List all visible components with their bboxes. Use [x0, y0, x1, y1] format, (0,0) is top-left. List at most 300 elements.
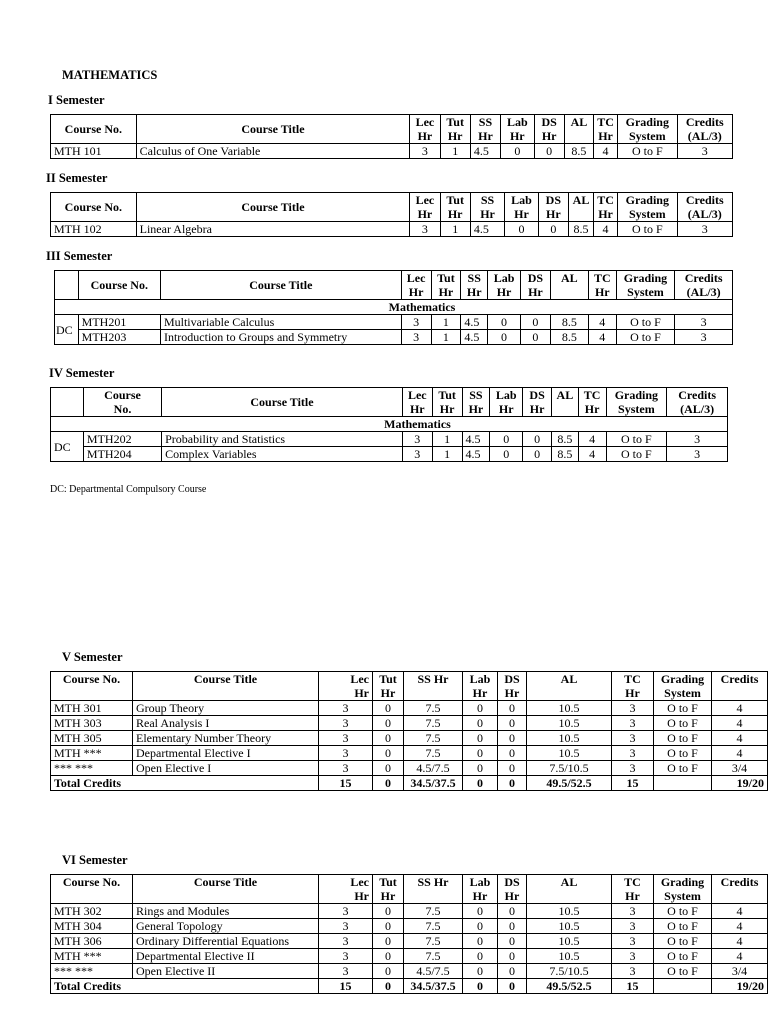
col-tc: TC Hr [594, 115, 618, 144]
course-no: MTH 303 [51, 716, 133, 731]
total-tc: 15 [612, 776, 654, 791]
col-al: AL [568, 193, 593, 222]
ss-hr: 7.5 [404, 731, 463, 746]
col-ds: DS Hr [538, 193, 568, 222]
table-row [51, 761, 768, 776]
al: 10.5 [527, 919, 612, 934]
total-al: 49.5/52.5 [527, 979, 612, 994]
table-row [51, 447, 728, 462]
total-grading [654, 979, 712, 994]
col-credits: Credits (AL/3) [677, 115, 732, 144]
tut-hr: 0 [373, 746, 404, 761]
tc-hr: 3 [612, 919, 654, 934]
sem5-table [50, 671, 768, 791]
ss-hr: 7.5 [404, 934, 463, 949]
table-row [51, 144, 733, 159]
tut-hr: 1 [432, 447, 462, 462]
credits: 3 [677, 222, 732, 237]
al: 8.5 [564, 144, 593, 159]
col-grading: Grading System [616, 271, 675, 300]
col-tut: Tut Hr [431, 271, 461, 300]
tc-hr: 4 [588, 330, 616, 345]
course-no: MTH 301 [51, 701, 133, 716]
course-no: MTH 304 [51, 919, 133, 934]
grading: O to F [616, 315, 675, 330]
grading: O to F [654, 964, 712, 979]
credits: 3 [667, 447, 728, 462]
ds-hr: 0 [498, 904, 527, 919]
course-no: MTH201 [78, 315, 160, 330]
ds-hr: 0 [498, 731, 527, 746]
grading: O to F [654, 761, 712, 776]
col-grading: Grading System [618, 193, 678, 222]
credits: 4 [712, 904, 768, 919]
table-row [51, 904, 768, 919]
course-title: Group Theory [133, 701, 319, 716]
course-no: MTH 101 [51, 144, 137, 159]
total-credits: 19/20 [712, 776, 768, 791]
course-no: MTH 305 [51, 731, 133, 746]
total-credits: 19/20 [712, 979, 768, 994]
total-row [51, 979, 768, 994]
course-no: *** *** [51, 964, 133, 979]
course-title: General Topology [133, 919, 319, 934]
col-lab: Lab Hr [505, 193, 538, 222]
al: 10.5 [527, 746, 612, 761]
lab-hr: 0 [463, 964, 498, 979]
col-tut: Tut Hr [373, 875, 404, 904]
course-title: Open Elective I [133, 761, 319, 776]
tut-hr: 0 [373, 731, 404, 746]
ds-hr: 0 [523, 432, 552, 447]
credits: 4 [712, 919, 768, 934]
al: 8.5 [550, 330, 588, 345]
col-tc: TC Hr [588, 271, 616, 300]
col-tut: Tut Hr [440, 193, 470, 222]
table-row [51, 716, 768, 731]
lab-hr: 0 [488, 330, 521, 345]
ss-hr: 4.5 [470, 222, 504, 237]
col-lab: Lab Hr [463, 672, 498, 701]
lec-hr: 3 [319, 701, 373, 716]
total-ss: 34.5/37.5 [404, 776, 463, 791]
col-ds: DS Hr [534, 115, 564, 144]
grading: O to F [654, 934, 712, 949]
lab-hr: 0 [463, 949, 498, 964]
lab-hr: 0 [463, 919, 498, 934]
sem2-table [50, 192, 733, 237]
ds-hr: 0 [498, 964, 527, 979]
col-lec: Lec Hr [410, 115, 440, 144]
tc-hr: 3 [612, 701, 654, 716]
lab-hr: 0 [488, 315, 521, 330]
credits: 3 [675, 330, 733, 345]
credits: 3 [667, 432, 728, 447]
sem4-heading: IV Semester [49, 366, 115, 380]
col-lab: Lab Hr [463, 875, 498, 904]
col-tc: TC Hr [578, 388, 606, 417]
col-lec: Lec Hr [319, 875, 373, 904]
course-no: MTH203 [78, 330, 160, 345]
al: 8.5 [550, 315, 588, 330]
al: 8.5 [552, 432, 579, 447]
grading: O to F [654, 716, 712, 731]
tut-hr: 1 [432, 432, 462, 447]
tc-hr: 4 [588, 315, 616, 330]
col-credits: Credits [712, 672, 768, 701]
col-lab: Lab Hr [501, 115, 534, 144]
sem6-header-row [51, 875, 768, 904]
lec-hr: 3 [319, 919, 373, 934]
ds-hr: 0 [498, 949, 527, 964]
col-ss: SS Hr [462, 388, 490, 417]
ds-hr: 0 [498, 746, 527, 761]
lab-hr: 0 [463, 701, 498, 716]
col-grading: Grading System [654, 875, 712, 904]
al: 10.5 [527, 731, 612, 746]
dc-footnote: DC: Departmental Compulsory Course [50, 484, 207, 495]
lec-hr: 3 [319, 761, 373, 776]
col-lec: Lec Hr [402, 388, 432, 417]
dc-label: DC [55, 315, 79, 345]
lab-hr: 0 [490, 432, 523, 447]
credits: 3/4 [712, 964, 768, 979]
grading: O to F [654, 949, 712, 964]
col-tc: TC Hr [612, 875, 654, 904]
course-no: MTH 102 [51, 222, 137, 237]
sem6-table [50, 874, 768, 994]
lec-hr: 3 [319, 934, 373, 949]
ds-hr: 0 [498, 919, 527, 934]
al: 10.5 [527, 904, 612, 919]
grading: O to F [606, 447, 667, 462]
lec-hr: 3 [410, 144, 440, 159]
col-ss: SS Hr [404, 672, 463, 701]
col-course-title: Course Title [162, 388, 403, 417]
tut-hr: 0 [373, 761, 404, 776]
grading: O to F [654, 904, 712, 919]
ds-hr: 0 [538, 222, 568, 237]
col-course-title: Course Title [136, 115, 410, 144]
credits: 3 [677, 144, 732, 159]
group-row [55, 300, 733, 315]
tut-hr: 1 [431, 315, 461, 330]
total-lec: 15 [319, 776, 373, 791]
total-tut: 0 [373, 979, 404, 994]
tc-hr: 3 [612, 964, 654, 979]
col-lec: Lec Hr [410, 193, 440, 222]
table-row [51, 934, 768, 949]
course-title: Linear Algebra [136, 222, 410, 237]
course-title: Elementary Number Theory [133, 731, 319, 746]
col-credits: Credits [712, 875, 768, 904]
lab-hr: 0 [463, 716, 498, 731]
table-row [51, 432, 728, 447]
ss-hr: 7.5 [404, 919, 463, 934]
col-al: AL [552, 388, 579, 417]
total-lab: 0 [463, 979, 498, 994]
col-course-title: Course Title [133, 672, 319, 701]
table-row [51, 919, 768, 934]
col-al: AL [527, 875, 612, 904]
course-title: Departmental Elective I [133, 746, 319, 761]
col-course-no: Course No. [51, 875, 133, 904]
grading: O to F [654, 701, 712, 716]
lec-hr: 3 [319, 731, 373, 746]
page-title: MATHEMATICS [62, 68, 158, 82]
col-course-no: Course No. [78, 271, 160, 300]
tc-hr: 3 [612, 716, 654, 731]
sem5-header-row [51, 672, 768, 701]
table-row [55, 315, 733, 330]
total-ds: 0 [498, 979, 527, 994]
lec-hr: 3 [319, 949, 373, 964]
sem4-header-row [51, 388, 728, 417]
grading: O to F [606, 432, 667, 447]
credits: 4 [712, 731, 768, 746]
col-tc: TC Hr [612, 672, 654, 701]
col-lec: Lec Hr [319, 672, 373, 701]
course-title: Departmental Elective II [133, 949, 319, 964]
total-lec: 15 [319, 979, 373, 994]
ss-hr: 7.5 [404, 716, 463, 731]
course-title: Open Elective II [133, 964, 319, 979]
tut-hr: 0 [373, 904, 404, 919]
grading: O to F [654, 731, 712, 746]
lec-hr: 3 [319, 904, 373, 919]
al: 8.5 [552, 447, 579, 462]
course-no: MTH202 [83, 432, 161, 447]
ss-hr: 4.5 [461, 330, 488, 345]
tc-hr: 3 [612, 731, 654, 746]
total-lab: 0 [463, 776, 498, 791]
credits: 4 [712, 716, 768, 731]
col-al: AL [527, 672, 612, 701]
al: 8.5 [568, 222, 593, 237]
tut-hr: 0 [373, 934, 404, 949]
ss-hr: 7.5 [404, 949, 463, 964]
sem6-heading: VI Semester [62, 853, 128, 867]
col-ss: SS Hr [404, 875, 463, 904]
tc-hr: 4 [578, 432, 606, 447]
lab-hr: 0 [501, 144, 534, 159]
tc-hr: 4 [594, 144, 618, 159]
col-lab: Lab Hr [490, 388, 523, 417]
lec-hr: 3 [402, 447, 432, 462]
col-credits: Credits (AL/3) [675, 271, 733, 300]
sem5-heading: V Semester [62, 650, 123, 664]
al: 7.5/10.5 [527, 964, 612, 979]
credits: 3 [675, 315, 733, 330]
total-ds: 0 [498, 776, 527, 791]
sem3-table [54, 270, 733, 345]
col-ds: DS Hr [523, 388, 552, 417]
ss-hr: 4.5 [470, 144, 500, 159]
al: 7.5/10.5 [527, 761, 612, 776]
course-title: Rings and Modules [133, 904, 319, 919]
tut-hr: 1 [440, 222, 470, 237]
sem1-heading: I Semester [48, 93, 105, 107]
al: 10.5 [527, 701, 612, 716]
course-no: MTH *** [51, 949, 133, 964]
credits: 4 [712, 746, 768, 761]
col-course-title: Course Title [136, 193, 410, 222]
group-label: Mathematics [55, 300, 733, 315]
ds-hr: 0 [521, 315, 551, 330]
grading: O to F [654, 919, 712, 934]
sem2-heading: II Semester [46, 171, 108, 185]
credits: 4 [712, 701, 768, 716]
table-row [51, 949, 768, 964]
sem1-table [50, 114, 733, 159]
course-title: Probability and Statistics [162, 432, 403, 447]
table-row [51, 222, 733, 237]
lec-hr: 3 [401, 315, 431, 330]
ss-hr: 4.5 [462, 447, 490, 462]
lab-hr: 0 [463, 731, 498, 746]
total-al: 49.5/52.5 [527, 776, 612, 791]
col-tc: TC Hr [594, 193, 618, 222]
course-title: Introduction to Groups and Symmetry [160, 330, 401, 345]
col-ss: SS Hr [470, 193, 504, 222]
col-ds: DS Hr [498, 875, 527, 904]
total-row [51, 776, 768, 791]
col-grading: Grading System [606, 388, 667, 417]
grading: O to F [616, 330, 675, 345]
ss-hr: 4.5/7.5 [404, 761, 463, 776]
col-blank [55, 271, 79, 300]
course-no: MTH 306 [51, 934, 133, 949]
course-no: MTH *** [51, 746, 133, 761]
lec-hr: 3 [319, 964, 373, 979]
ss-hr: 7.5 [404, 904, 463, 919]
tc-hr: 4 [594, 222, 618, 237]
tc-hr: 4 [578, 447, 606, 462]
group-label: Mathematics [51, 417, 728, 432]
col-ds: DS Hr [521, 271, 551, 300]
table-row [51, 701, 768, 716]
tc-hr: 3 [612, 934, 654, 949]
grading: O to F [654, 746, 712, 761]
course-title: Real Analysis I [133, 716, 319, 731]
ds-hr: 0 [498, 761, 527, 776]
lab-hr: 0 [505, 222, 538, 237]
col-blank [51, 388, 84, 417]
sem3-header-row [55, 271, 733, 300]
col-tut: Tut Hr [440, 115, 470, 144]
lec-hr: 3 [319, 716, 373, 731]
al: 10.5 [527, 934, 612, 949]
lec-hr: 3 [401, 330, 431, 345]
ds-hr: 0 [498, 716, 527, 731]
al: 10.5 [527, 949, 612, 964]
tc-hr: 3 [612, 761, 654, 776]
col-ss: SS Hr [470, 115, 500, 144]
col-course-no: Course No. [83, 388, 161, 417]
col-lec: Lec Hr [401, 271, 431, 300]
lab-hr: 0 [463, 904, 498, 919]
al: 10.5 [527, 716, 612, 731]
table-row [51, 746, 768, 761]
lab-hr: 0 [490, 447, 523, 462]
dc-label: DC [51, 432, 84, 462]
total-tut: 0 [373, 776, 404, 791]
ds-hr: 0 [521, 330, 551, 345]
col-grading: Grading System [654, 672, 712, 701]
col-credits: Credits (AL/3) [677, 193, 732, 222]
total-grading [654, 776, 712, 791]
ds-hr: 0 [498, 701, 527, 716]
ds-hr: 0 [498, 934, 527, 949]
col-credits: Credits (AL/3) [667, 388, 728, 417]
tut-hr: 0 [373, 716, 404, 731]
ss-hr: 4.5/7.5 [404, 964, 463, 979]
table-row [51, 731, 768, 746]
course-title: Complex Variables [162, 447, 403, 462]
col-ss: SS Hr [461, 271, 488, 300]
ds-hr: 0 [534, 144, 564, 159]
lab-hr: 0 [463, 746, 498, 761]
sem4-table [50, 387, 728, 462]
credits: 3/4 [712, 761, 768, 776]
col-course-no: Course No. [51, 115, 137, 144]
tc-hr: 3 [612, 904, 654, 919]
credits: 4 [712, 934, 768, 949]
tut-hr: 0 [373, 701, 404, 716]
grading: O to F [618, 222, 678, 237]
tc-hr: 3 [612, 949, 654, 964]
table-row [55, 330, 733, 345]
course-title: Ordinary Differential Equations [133, 934, 319, 949]
tut-hr: 1 [431, 330, 461, 345]
tut-hr: 1 [440, 144, 470, 159]
total-tc: 15 [612, 979, 654, 994]
col-course-no: Course No. [51, 672, 133, 701]
lab-hr: 0 [463, 761, 498, 776]
table-row [51, 964, 768, 979]
course-no: MTH 302 [51, 904, 133, 919]
col-al: AL [550, 271, 588, 300]
ds-hr: 0 [523, 447, 552, 462]
lec-hr: 3 [410, 222, 440, 237]
col-course-no: Course No. [51, 193, 137, 222]
course-title: Multivariable Calculus [160, 315, 401, 330]
group-row [51, 417, 728, 432]
col-course-title: Course Title [160, 271, 401, 300]
total-label: Total Credits [51, 979, 319, 994]
ss-hr: 7.5 [404, 746, 463, 761]
col-ds: DS Hr [498, 672, 527, 701]
col-al: AL [564, 115, 593, 144]
ss-hr: 4.5 [461, 315, 488, 330]
lec-hr: 3 [319, 746, 373, 761]
ss-hr: 4.5 [462, 432, 490, 447]
lec-hr: 3 [402, 432, 432, 447]
sem3-heading: III Semester [46, 249, 113, 263]
total-label: Total Credits [51, 776, 319, 791]
ss-hr: 7.5 [404, 701, 463, 716]
col-course-title: Course Title [133, 875, 319, 904]
col-tut: Tut Hr [373, 672, 404, 701]
credits: 4 [712, 949, 768, 964]
course-title: Calculus of One Variable [136, 144, 410, 159]
grading: O to F [618, 144, 678, 159]
tut-hr: 0 [373, 949, 404, 964]
col-lab: Lab Hr [488, 271, 521, 300]
tc-hr: 3 [612, 746, 654, 761]
course-no: MTH204 [83, 447, 161, 462]
course-no: *** *** [51, 761, 133, 776]
